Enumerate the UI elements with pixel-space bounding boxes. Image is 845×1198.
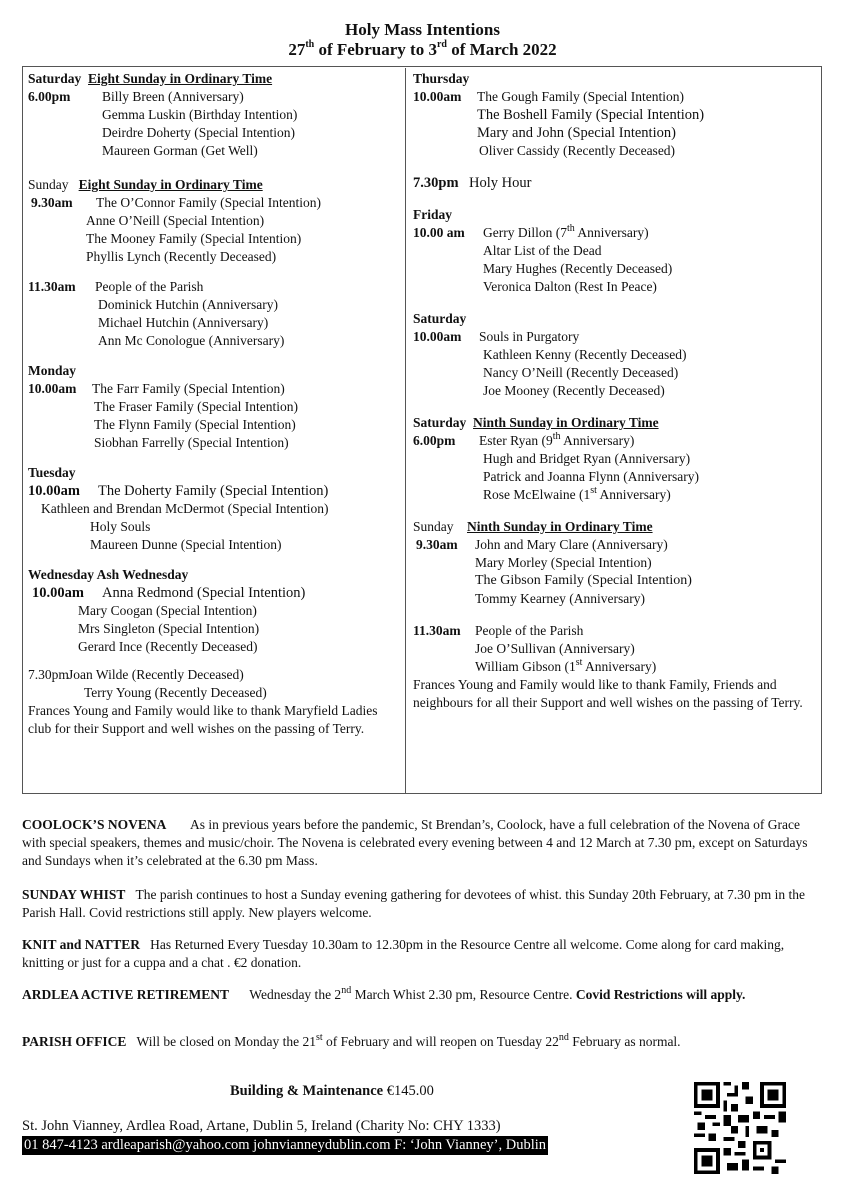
notice-ardlea: ARDLEA ACTIVE RETIREMENT Wednesday the 2nd March Whist 2.30 pm, Resource Centre. Covid Restrictions will apply. xyxy=(22,984,746,1002)
day-heading: Saturday Eight Sunday in Ordinary Time xyxy=(28,71,273,86)
mass-time: 10.00am xyxy=(32,585,84,601)
day-heading: Thursday xyxy=(413,71,470,86)
intention: Rose McElwaine (1st Anniversary) xyxy=(483,484,671,502)
mass-time: 10.00am xyxy=(413,329,462,344)
intention: Gemma Luskin (Birthday Intention) xyxy=(102,107,298,122)
intention: The O’Connor Family (Special Intention) xyxy=(96,195,321,210)
intention: People of the Parish xyxy=(475,623,584,638)
intention: Phyllis Lynch (Recently Deceased) xyxy=(86,249,277,264)
parish-address: St. John Vianney, Ardlea Road, Artane, Dublin 5, Ireland (Charity No: CHY 1333) xyxy=(22,1118,501,1134)
mass-time: 10.00am xyxy=(28,381,77,396)
mass-time: 6.00pm xyxy=(413,433,456,448)
notice-whist: SUNDAY WHIST The parish continues to host a Sunday evening gathering for devotees of whist. this Sunday 20th February, at 7.30 pm in the Parish Hall. Covid restrictions still apply. New players welcome. xyxy=(22,887,806,920)
intention: Anne O’Neill (Special Intention) xyxy=(86,213,265,228)
intention: The Flynn Family (Special Intention) xyxy=(94,417,296,432)
day-heading: Sunday Ninth Sunday in Ordinary Time xyxy=(413,519,653,534)
page-title: Holy Mass Intentions xyxy=(345,20,500,39)
intention: Anna Redmond (Special Intention) xyxy=(102,585,306,601)
intention: Mrs Singleton (Special Intention) xyxy=(78,621,260,636)
intention: People of the Parish xyxy=(95,279,204,294)
intention: Joan Wilde (Recently Deceased) xyxy=(68,667,244,682)
intention: Veronica Dalton (Rest In Peace) xyxy=(483,279,657,294)
notice-novena: COOLOCK’S NOVENA As in previous years before the pandemic, St Brendan’s, Coolock, have a full celebration of the Novena of Grace with special speakers, themes and music/choir. The Novena is celebrated every evening between 4 and 12 March at 7.30 pm, except on Saturdays and Sundays when it’s celebrated at the 6.30 pm Mass. xyxy=(22,817,808,868)
day-heading: Sunday Eight Sunday in Ordinary Time xyxy=(28,177,263,192)
thank-you-note: Frances Young and Family would like to thank Family, Friends and neighbours for all their Support and well wishes on the passing of Terry. xyxy=(413,677,803,710)
date-range: 27th of February to 3rd of March 2022 xyxy=(288,39,557,59)
mass-time: 10.00 am xyxy=(413,225,465,240)
mass-time: 9.30am xyxy=(416,537,458,552)
intention: John and Mary Clare (Anniversary) xyxy=(475,537,668,552)
day-heading: Friday xyxy=(413,207,452,222)
intention: The Doherty Family (Special Intention) xyxy=(98,483,329,499)
intention: Maureen Gorman (Get Well) xyxy=(102,143,258,158)
intention: Billy Breen (Anniversary) xyxy=(102,89,244,104)
intention: Kathleen Kenny (Recently Deceased) xyxy=(483,347,687,362)
intention: Joe O’Sullivan (Anniversary) xyxy=(475,641,635,656)
contact-bar: 01 847-4123 ardleaparish@yahoo.com johnvianneydublin.com F: ‘John Vianney’, Dublin xyxy=(24,1137,547,1153)
intention: Mary Hughes (Recently Deceased) xyxy=(483,261,673,276)
day-heading: Tuesday xyxy=(28,465,76,480)
qr-code-icon xyxy=(694,1082,786,1174)
mass-time: 10.00am xyxy=(28,483,80,499)
intention: William Gibson (1st Anniversary) xyxy=(475,656,657,674)
intention: Nancy O’Neill (Recently Deceased) xyxy=(483,365,679,380)
intention: Holy Souls xyxy=(90,519,151,534)
intention: Tommy Kearney (Anniversary) xyxy=(475,591,645,606)
intention: Gerard Ince (Recently Deceased) xyxy=(78,639,258,654)
intention: The Gibson Family (Special Intention) xyxy=(475,573,692,588)
intention: Holy Hour xyxy=(469,175,532,191)
intention: Deirdre Doherty (Special Intention) xyxy=(102,125,296,140)
intention: Mary and John (Special Intention) xyxy=(477,125,676,141)
intention: The Farr Family (Special Intention) xyxy=(92,381,285,396)
intention: Patrick and Joanna Flynn (Anniversary) xyxy=(483,469,699,484)
left-column xyxy=(28,70,400,738)
intention: Ann Mc Conologue (Anniversary) xyxy=(98,333,285,348)
intention: Michael Hutchin (Anniversary) xyxy=(98,315,269,330)
intention: Dominick Hutchin (Anniversary) xyxy=(98,297,278,312)
intention: Oliver Cassidy (Recently Deceased) xyxy=(479,143,676,158)
intention: The Mooney Family (Special Intention) xyxy=(86,231,302,246)
day-heading: Saturday xyxy=(413,311,467,326)
building-maintenance: Building & Maintenance €145.00 xyxy=(230,1083,434,1099)
intention: The Boshell Family (Special Intention) xyxy=(477,107,705,123)
intention: Siobhan Farrelly (Special Intention) xyxy=(94,435,289,450)
thank-you-note: Frances Young and Family would like to thank Maryfield Ladies club for their Support and well wishes on the passing of Terry. xyxy=(28,703,378,736)
intention: Hugh and Bridget Ryan (Anniversary) xyxy=(483,451,691,466)
mass-time: 11.30am xyxy=(413,623,461,638)
mass-time: 11.30am xyxy=(28,279,76,294)
column-divider xyxy=(405,68,406,793)
mass-time: 7.30pm xyxy=(413,175,459,191)
right-column xyxy=(413,70,818,712)
mass-time: 9.30am xyxy=(31,195,73,210)
notice-knit: KNIT and NATTER Has Returned Every Tuesday 10.30am to 12.30pm in the Resource Centre all welcome. Come along for card making, knitting or just for a cuppa and a chat . €2 donation. xyxy=(22,937,785,970)
intention: Terry Young (Recently Deceased) xyxy=(84,685,267,700)
day-heading: Wednesday Ash Wednesday xyxy=(28,567,189,582)
intention: Souls in Purgatory xyxy=(479,329,580,344)
intention: Mary Coogan (Special Intention) xyxy=(78,603,257,618)
intention: The Fraser Family (Special Intention) xyxy=(94,399,298,414)
notice-parish-office: PARISH OFFICE Will be closed on Monday the 21st of February and will reopen on Tuesday 22nd February as normal. xyxy=(22,1031,681,1049)
mass-time: 6.00pm xyxy=(28,89,71,104)
intention: Joe Mooney (Recently Deceased) xyxy=(483,383,665,398)
intention: Kathleen and Brendan McDermot (Special Intention) xyxy=(41,501,329,516)
day-heading: Saturday Ninth Sunday in Ordinary Time xyxy=(413,415,659,430)
intention: Gerry Dillon (7th Anniversary) xyxy=(483,222,649,240)
day-heading: Monday xyxy=(28,363,77,378)
intention: Mary Morley (Special Intention) xyxy=(475,555,652,570)
mass-time: 10.00am xyxy=(413,89,462,104)
intention: Maureen Dunne (Special Intention) xyxy=(90,537,282,552)
intention: Ester Ryan (9th Anniversary) xyxy=(479,430,635,448)
intention: Altar List of the Dead xyxy=(483,243,602,258)
mass-time: 7.30pm xyxy=(28,667,69,682)
intention: The Gough Family (Special Intention) xyxy=(477,89,684,104)
